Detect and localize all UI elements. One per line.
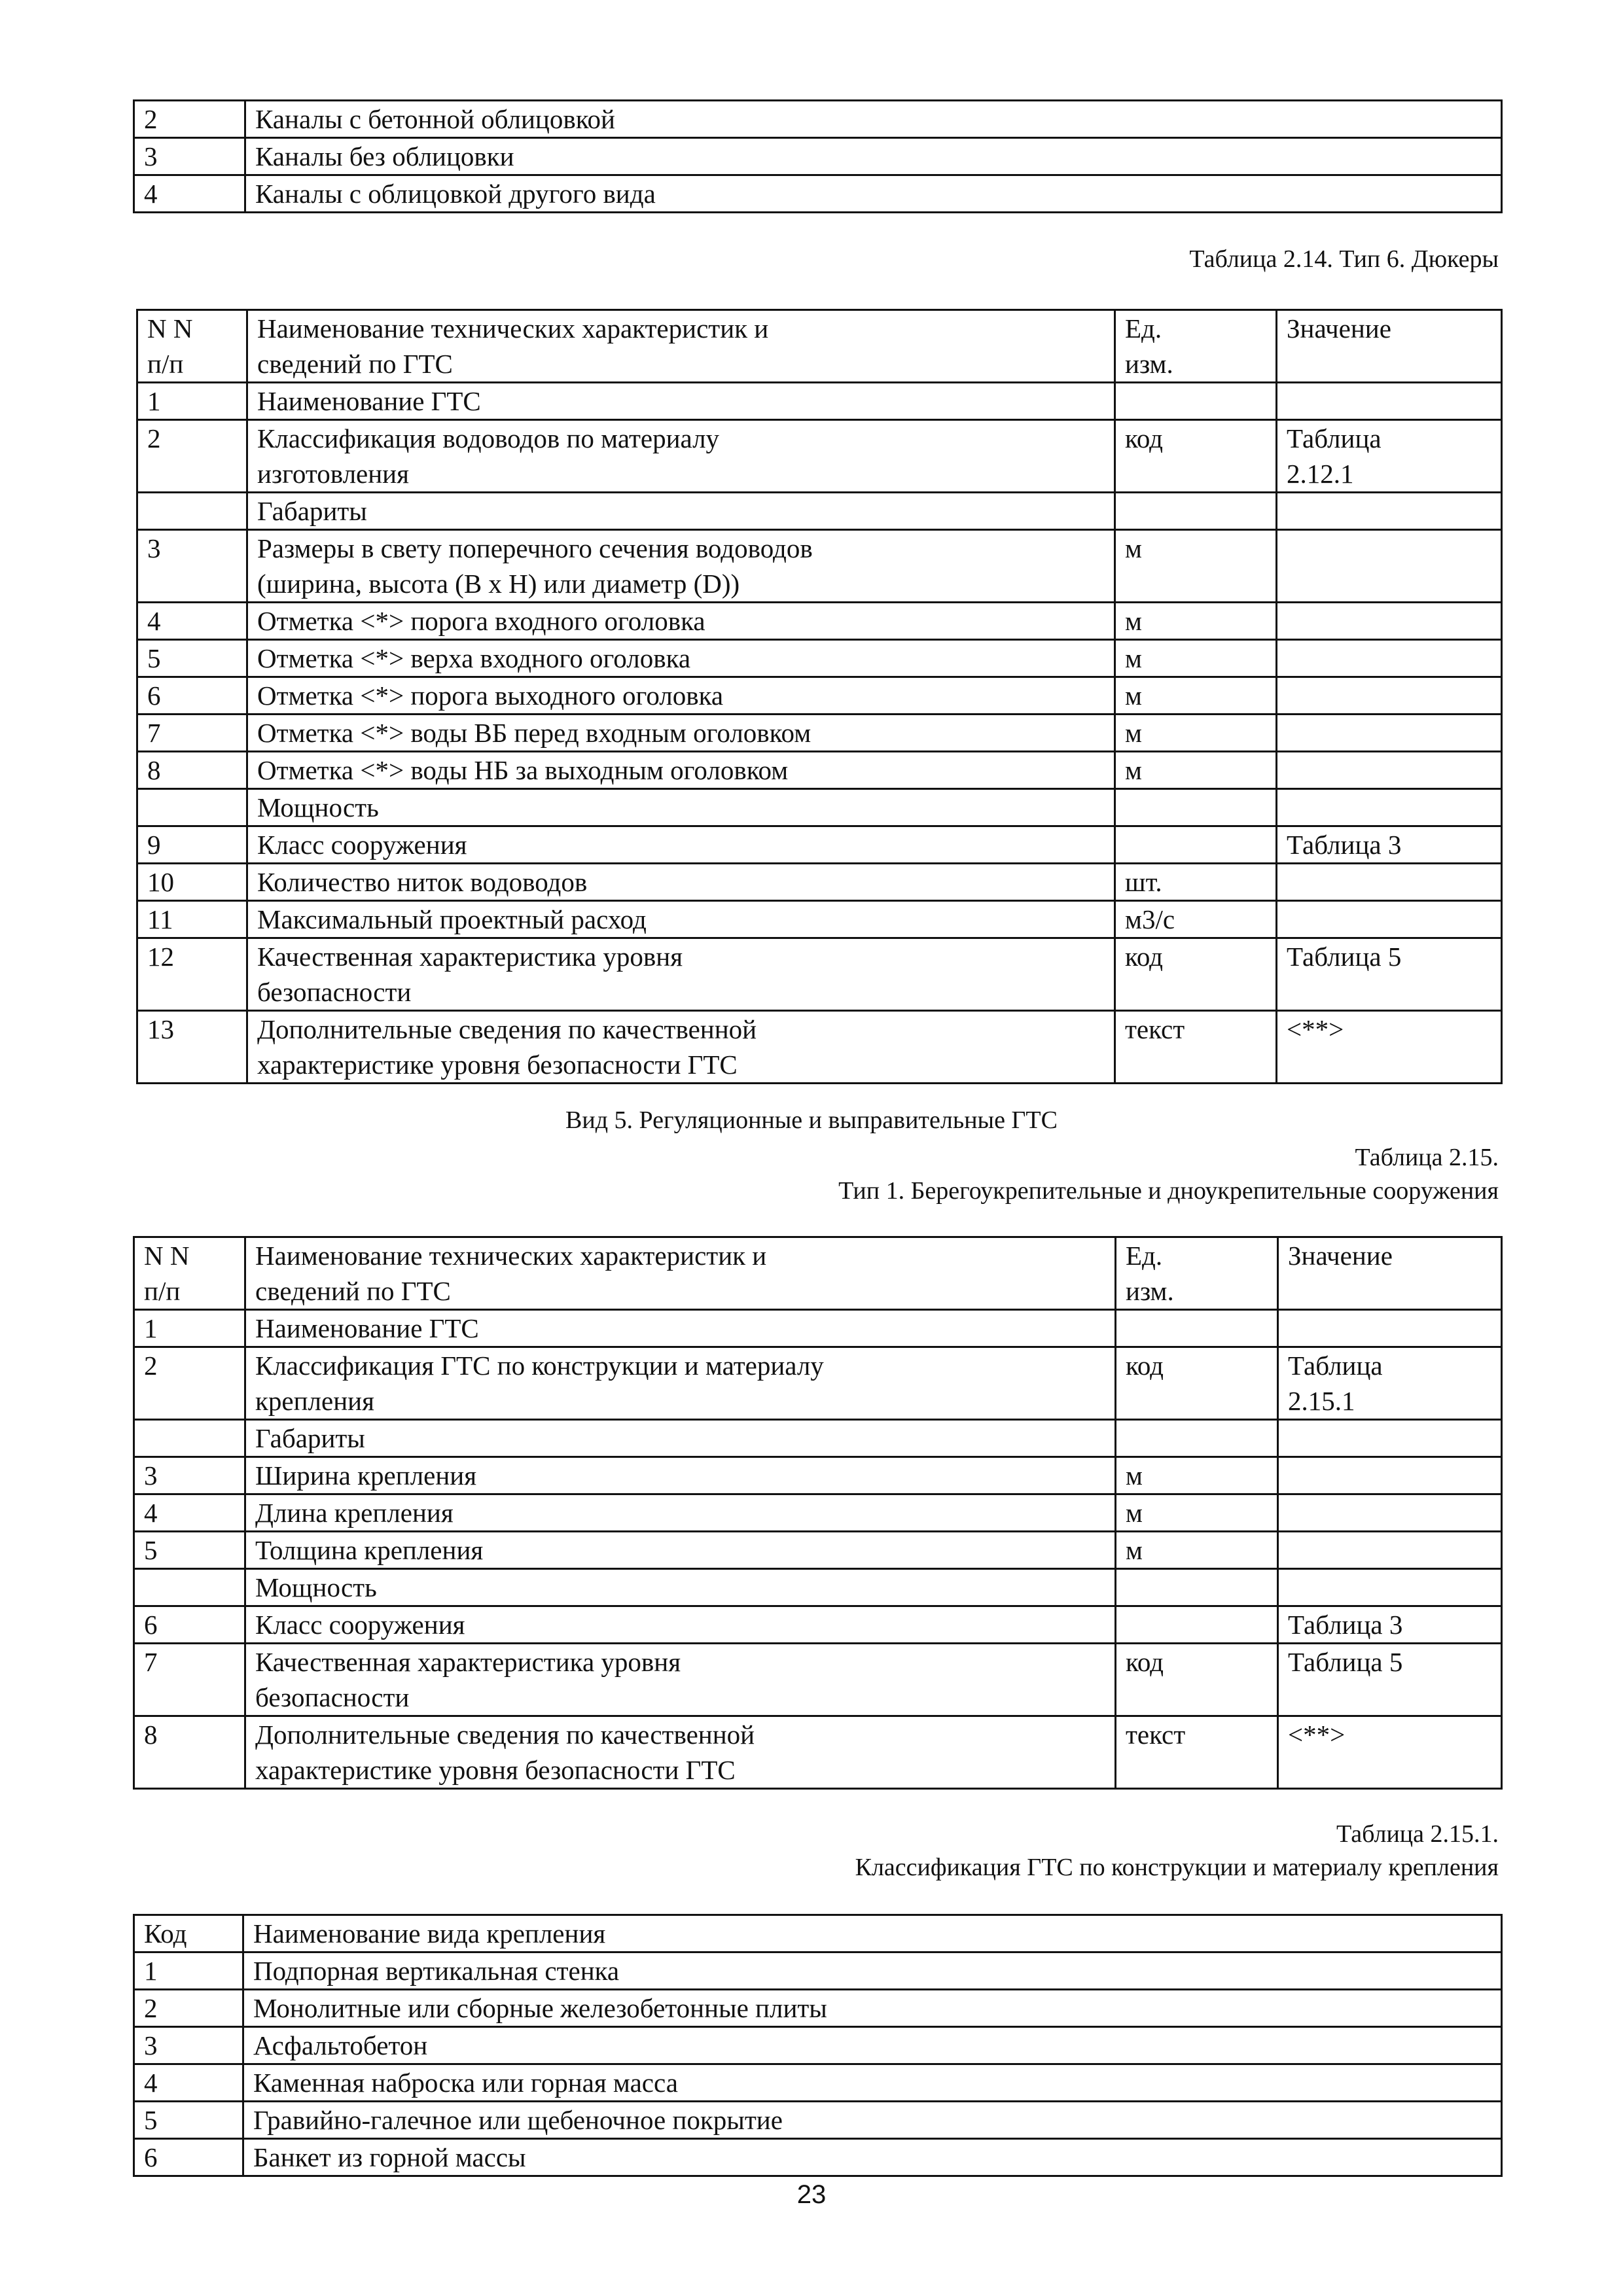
row-name: Каналы с бетонной облицовкой (245, 101, 1502, 138)
row-name (245, 1532, 1116, 1569)
row-name-line: Качественная характеристика уровня (255, 1647, 681, 1677)
row-name-line: изготовления (257, 459, 409, 489)
table-header-row (137, 310, 1502, 383)
row-value (1277, 677, 1502, 715)
table-row (134, 1310, 1502, 1347)
table-row (134, 175, 1502, 213)
row-name (245, 1347, 1116, 1420)
row-name (245, 1569, 1116, 1606)
table-row (134, 2139, 1502, 2176)
table-row (137, 752, 1502, 789)
row-value (1277, 715, 1502, 752)
row-number: 6 (134, 1606, 245, 1644)
row-value (1277, 789, 1502, 826)
row-name (247, 603, 1115, 640)
row-name (247, 420, 1115, 493)
row-name-line: характеристике уровня безопасности ГТС (257, 1050, 738, 1080)
row-unit: м (1116, 1494, 1278, 1532)
row-code: 6 (134, 2139, 243, 2176)
row-value-line: Таблица 3 (1288, 1610, 1403, 1640)
row-name-line: Классификация ГТС по конструкции и материалу (255, 1351, 824, 1381)
row-number: 9 (137, 826, 247, 864)
row-number: 4 (134, 1494, 245, 1532)
row-name-line: Отметка <*> воды ВБ перед входным оголовком (257, 718, 812, 748)
header-code: Код (134, 1915, 243, 1952)
row-name: Банкет из горной массы (243, 2139, 1502, 2176)
row-value (1278, 1347, 1502, 1420)
row-unit (1115, 383, 1277, 420)
row-number: 4 (137, 603, 247, 640)
table-row (137, 640, 1502, 677)
row-number (137, 493, 247, 530)
table-row (134, 1420, 1502, 1457)
row-unit: м (1115, 603, 1277, 640)
row-value-line: Таблица (1288, 1351, 1383, 1381)
table-2-14-dukers (136, 309, 1503, 1084)
row-name-line: характеристике уровня безопасности ГТС (255, 1755, 736, 1785)
row-name-line: Максимальный проектный расход (257, 904, 647, 934)
row-unit: текст (1115, 1011, 1277, 1084)
table-2-15-1-fastening-types (133, 1914, 1503, 2177)
row-number: 10 (137, 864, 247, 901)
row-number: 1 (137, 383, 247, 420)
table-canal-types-tail (133, 99, 1503, 213)
table-row (137, 603, 1502, 640)
row-value (1277, 603, 1502, 640)
row-number: 5 (137, 640, 247, 677)
row-number: 3 (134, 138, 245, 175)
row-unit: м3/с (1115, 901, 1277, 938)
row-name (247, 530, 1115, 603)
row-unit (1116, 1606, 1278, 1644)
row-code: 1 (134, 1952, 243, 1990)
row-value (1278, 1457, 1502, 1494)
row-name (247, 493, 1115, 530)
row-name (245, 1420, 1116, 1457)
table-row (137, 493, 1502, 530)
row-value (1278, 1420, 1502, 1457)
table-row (134, 1347, 1502, 1420)
row-name: Асфальтобетон (243, 2027, 1502, 2064)
row-name (245, 1494, 1116, 1532)
row-name-line: Толщина крепления (255, 1535, 484, 1565)
row-name (245, 1716, 1116, 1789)
row-value (1277, 420, 1502, 493)
row-name (247, 938, 1115, 1011)
row-number: 2 (134, 1347, 245, 1420)
table-row (137, 715, 1502, 752)
table-row (134, 1569, 1502, 1606)
row-unit (1115, 826, 1277, 864)
row-code: 5 (134, 2102, 243, 2139)
table-row (137, 864, 1502, 901)
row-name (247, 640, 1115, 677)
row-value (1277, 640, 1502, 677)
row-number (137, 789, 247, 826)
row-name-line: Длина крепления (255, 1498, 454, 1528)
table-2-15-1-caption-number: Таблица 2.15.1. (1336, 1820, 1499, 1848)
section-vid-5-title: Вид 5. Регуляционные и выправительные ГТС (565, 1106, 1058, 1134)
table-2-15-1-caption-title: Классификация ГТС по конструкции и материалу крепления (855, 1854, 1499, 1881)
row-unit: м (1115, 677, 1277, 715)
row-value (1277, 383, 1502, 420)
row-name (247, 383, 1115, 420)
row-value (1277, 938, 1502, 1011)
row-name-line: крепления (255, 1386, 374, 1416)
header-num: N N п/п (134, 1237, 245, 1310)
row-code: 4 (134, 2064, 243, 2102)
table-row (137, 383, 1502, 420)
table-2-15-caption-title: Тип 1. Берегоукрепительные и дноукрепительные сооружения (838, 1177, 1499, 1205)
row-name-line: Дополнительные сведения по качественной (257, 1014, 757, 1044)
row-name: Подпорная вертикальная стенка (243, 1952, 1502, 1990)
table-row (134, 2102, 1502, 2139)
row-name-line: (ширина, высота (B x H) или диаметр (D)) (257, 569, 740, 599)
row-name (247, 1011, 1115, 1084)
row-name-line: Отметка <*> порога выходного оголовка (257, 680, 724, 711)
row-value-line: 2.12.1 (1287, 459, 1354, 489)
table-row (137, 677, 1502, 715)
row-name (247, 715, 1115, 752)
row-name-line: Качественная характеристика уровня (257, 942, 683, 972)
table-header-row (134, 1915, 1502, 1952)
row-name: Каналы с облицовкой другого вида (245, 175, 1502, 213)
table-row (137, 901, 1502, 938)
row-name (247, 752, 1115, 789)
row-name: Каменная наброска или горная масса (243, 2064, 1502, 2102)
row-value-line: Таблица 5 (1287, 942, 1402, 972)
row-number: 3 (134, 1457, 245, 1494)
row-unit: м (1115, 752, 1277, 789)
row-name (247, 901, 1115, 938)
header-num: N N п/п (137, 310, 247, 383)
row-number: 7 (134, 1644, 245, 1716)
row-number (134, 1569, 245, 1606)
row-name (247, 789, 1115, 826)
row-unit: текст (1116, 1716, 1278, 1789)
row-value (1277, 864, 1502, 901)
row-name-line: безопасности (255, 1682, 410, 1712)
row-name-line: безопасности (257, 977, 412, 1007)
row-value (1278, 1532, 1502, 1569)
table-2-14-caption: Таблица 2.14. Тип 6. Дюкеры (1189, 245, 1499, 273)
row-unit (1116, 1569, 1278, 1606)
row-value (1278, 1716, 1502, 1789)
row-name (247, 677, 1115, 715)
row-value (1277, 530, 1502, 603)
row-number: 8 (137, 752, 247, 789)
row-name-line: Мощность (257, 792, 379, 822)
row-value (1278, 1569, 1502, 1606)
header-value: Значение (1278, 1237, 1502, 1310)
row-number: 13 (137, 1011, 247, 1084)
row-name-line: Мощность (255, 1572, 377, 1602)
table-row (134, 1457, 1502, 1494)
table-2-15-caption-number: Таблица 2.15. (1355, 1144, 1499, 1171)
header-unit: Ед. изм. (1115, 310, 1277, 383)
table-row (137, 938, 1502, 1011)
row-unit (1116, 1420, 1278, 1457)
row-name (245, 1310, 1116, 1347)
table-row (134, 2027, 1502, 2064)
row-name-line: Дополнительные сведения по качественной (255, 1720, 755, 1750)
row-value (1278, 1310, 1502, 1347)
row-value (1277, 901, 1502, 938)
table-2-15-bank-protection (133, 1236, 1503, 1790)
row-unit: код (1115, 938, 1277, 1011)
table-row (134, 1494, 1502, 1532)
row-value-line: <**> (1287, 1014, 1344, 1044)
row-name-line: Наименование ГТС (255, 1313, 479, 1343)
row-name: Гравийно-галечное или щебеночное покрытие (243, 2102, 1502, 2139)
row-unit: шт. (1115, 864, 1277, 901)
table-row (134, 2064, 1502, 2102)
row-unit (1115, 493, 1277, 530)
row-number: 1 (134, 1310, 245, 1347)
row-value (1278, 1494, 1502, 1532)
row-number: 8 (134, 1716, 245, 1789)
row-unit: код (1115, 420, 1277, 493)
row-name-line: Габариты (255, 1423, 365, 1453)
header-unit: Ед. изм. (1116, 1237, 1278, 1310)
row-unit: м (1115, 530, 1277, 603)
row-unit (1116, 1310, 1278, 1347)
row-name-line: Отметка <*> порога входного оголовка (257, 606, 705, 636)
row-number: 6 (137, 677, 247, 715)
row-number: 5 (134, 1532, 245, 1569)
row-value-line: Таблица 3 (1287, 830, 1402, 860)
row-value (1278, 1644, 1502, 1716)
page-number: 23 (796, 2180, 827, 2209)
row-name-line: Класс сооружения (257, 830, 467, 860)
row-unit: м (1115, 640, 1277, 677)
table-row (137, 826, 1502, 864)
row-name (247, 864, 1115, 901)
table-header-row (134, 1237, 1502, 1310)
table-row (134, 1716, 1502, 1789)
row-code: 2 (134, 1990, 243, 2027)
table-row (134, 1952, 1502, 1990)
row-number: 11 (137, 901, 247, 938)
row-unit: код (1116, 1644, 1278, 1716)
row-unit: м (1116, 1457, 1278, 1494)
row-name (245, 1644, 1116, 1716)
row-name: Монолитные или сборные железобетонные плиты (243, 1990, 1502, 2027)
row-name-line: Класс сооружения (255, 1610, 465, 1640)
header-name: Наименование технических характеристик и сведений по ГТС (247, 310, 1115, 383)
table-row (137, 530, 1502, 603)
row-name-line: Отметка <*> верха входного оголовка (257, 643, 691, 673)
row-name-line: Классификация водоводов по материалу (257, 423, 720, 453)
row-value (1277, 752, 1502, 789)
row-name: Каналы без облицовки (245, 138, 1502, 175)
row-name-line: Размеры в свету поперечного сечения водоводов (257, 533, 813, 563)
table-row (134, 138, 1502, 175)
row-code: 3 (134, 2027, 243, 2064)
row-value-line: Таблица 5 (1288, 1647, 1403, 1677)
row-name (245, 1457, 1116, 1494)
row-number: 2 (137, 420, 247, 493)
row-number: 12 (137, 938, 247, 1011)
row-number: 3 (137, 530, 247, 603)
row-number (134, 1420, 245, 1457)
row-name-line: Габариты (257, 496, 367, 526)
table-row (137, 1011, 1502, 1084)
row-name (245, 1606, 1116, 1644)
table-row (137, 420, 1502, 493)
row-value (1278, 1606, 1502, 1644)
header-name: Наименование вида крепления (243, 1915, 1502, 1952)
row-value-line: 2.15.1 (1288, 1386, 1355, 1416)
row-value (1277, 493, 1502, 530)
row-unit: м (1115, 715, 1277, 752)
table-row (134, 1532, 1502, 1569)
row-unit: код (1116, 1347, 1278, 1420)
row-unit (1115, 789, 1277, 826)
row-value (1277, 1011, 1502, 1084)
row-number: 7 (137, 715, 247, 752)
header-value: Значение (1277, 310, 1502, 383)
table-row (137, 789, 1502, 826)
row-number: 2 (134, 101, 245, 138)
row-name-line: Отметка <*> воды НБ за выходным оголовком (257, 755, 789, 785)
row-name (247, 826, 1115, 864)
row-name-line: Количество ниток водоводов (257, 867, 588, 897)
row-value-line: <**> (1288, 1720, 1346, 1750)
header-name: Наименование технических характеристик и сведений по ГТС (245, 1237, 1116, 1310)
row-name-line: Наименование ГТС (257, 386, 481, 416)
row-value (1277, 826, 1502, 864)
table-row (134, 101, 1502, 138)
table-row (134, 1644, 1502, 1716)
table-row (134, 1606, 1502, 1644)
table-row (134, 1990, 1502, 2027)
row-value-line: Таблица (1287, 423, 1382, 453)
row-number: 4 (134, 175, 245, 213)
row-unit: м (1116, 1532, 1278, 1569)
row-name-line: Ширина крепления (255, 1460, 477, 1491)
